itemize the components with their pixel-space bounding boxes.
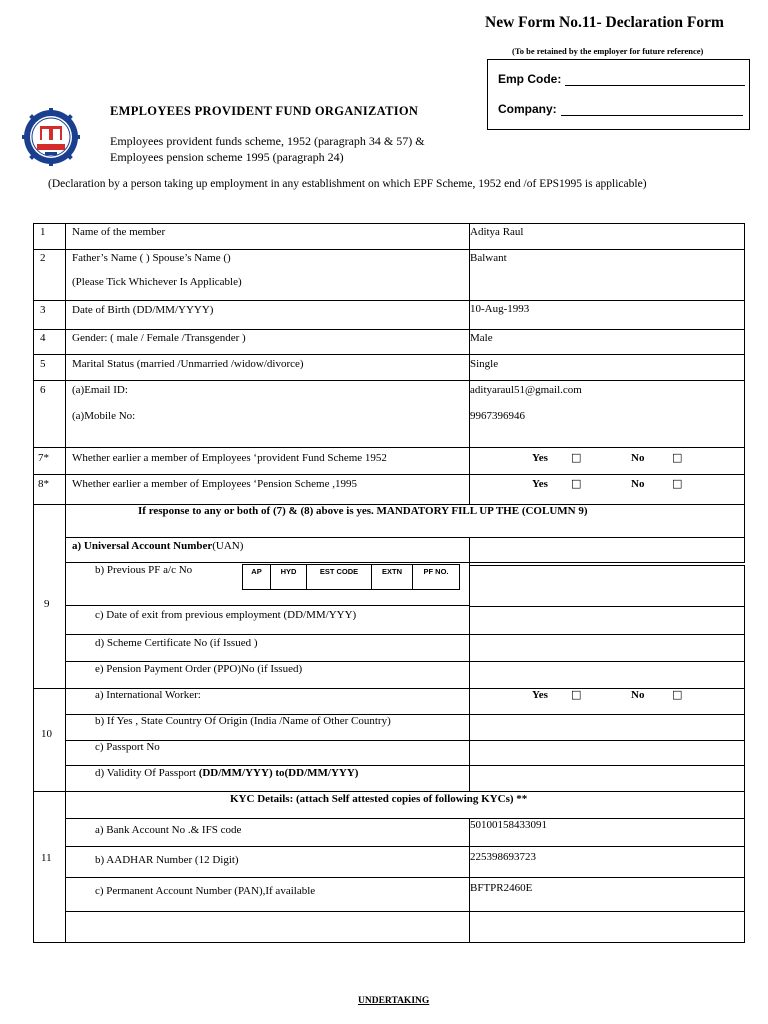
row-6-value-mobile: 9967396946 bbox=[470, 410, 525, 422]
kyc-extra-value-cell[interactable] bbox=[469, 911, 745, 943]
bank-value: 50100158433091 bbox=[470, 819, 547, 831]
row-2-value: Balwant bbox=[470, 252, 507, 264]
uan-label-rest: (UAN) bbox=[212, 540, 244, 552]
row-7-value-cell bbox=[469, 447, 745, 475]
row-6-num-cell bbox=[33, 380, 66, 448]
row-11-num: 11 bbox=[41, 852, 52, 864]
prev-pf-value-cell[interactable] bbox=[469, 565, 745, 607]
country-value-cell[interactable] bbox=[469, 714, 745, 741]
row-5-value-cell[interactable] bbox=[469, 354, 745, 381]
row-6-label-email: (a)Email ID: bbox=[72, 384, 128, 396]
row-8-yes-label: Yes bbox=[532, 478, 548, 490]
country-label: b) If Yes , State Country Of Origin (India /Name of Other Country) bbox=[95, 715, 391, 727]
pf-part-pf-no[interactable]: PF NO. bbox=[412, 564, 460, 590]
row-4-num-cell bbox=[33, 329, 66, 355]
row-3-num-cell bbox=[33, 300, 66, 330]
emp-info-box bbox=[487, 59, 750, 130]
intl-yes-label: Yes bbox=[532, 689, 548, 701]
row-8-no-checkbox[interactable]: □ bbox=[672, 477, 683, 490]
row-4-num: 4 bbox=[40, 332, 46, 344]
scheme-cert-value-cell[interactable] bbox=[469, 634, 745, 662]
passport-value-cell[interactable] bbox=[469, 740, 745, 766]
row-8-no-label: No bbox=[631, 478, 645, 490]
row-1-num-cell bbox=[33, 223, 66, 250]
aadhar-label: b) AADHAR Number (12 Digit) bbox=[95, 854, 239, 866]
row-6-label-mobile: (a)Mobile No: bbox=[72, 410, 136, 422]
aadhar-value: 225398693723 bbox=[470, 851, 536, 863]
row-8-label: Whether earlier a member of Employees ‘Pension Scheme ,1995 bbox=[72, 478, 357, 490]
row-7-label: Whether earlier a member of Employees ‘provident Fund Scheme 1952 bbox=[72, 452, 387, 464]
company-field[interactable] bbox=[561, 115, 743, 116]
exit-date-label: c) Date of exit from previous employment (DD/MM/YYY) bbox=[95, 609, 357, 621]
form-title: New Form No.11- Declaration Form bbox=[485, 14, 724, 31]
row-8-value-cell bbox=[469, 474, 745, 505]
scheme-line-2: Employees pension scheme 1995 (paragraph 24) bbox=[110, 150, 344, 164]
pf-part-hyd[interactable]: HYD bbox=[270, 564, 307, 590]
exit-date-value-cell[interactable] bbox=[469, 606, 745, 635]
pan-value: BFTPR2460E bbox=[470, 882, 533, 894]
row-6-value-email: adityaraul51@gmail.com bbox=[470, 384, 582, 396]
row-2-label-note: (Please Tick Whichever Is Applicable) bbox=[72, 276, 242, 288]
row-9-num: 9 bbox=[44, 598, 50, 610]
org-name: EMPLOYEES PROVIDENT FUND ORGANIZATION bbox=[110, 104, 419, 118]
row-4-value-cell[interactable] bbox=[469, 329, 745, 355]
row-3-label: Date of Birth (DD/MM/YYYY) bbox=[72, 304, 214, 316]
prev-pf-label: b) Previous PF a/c No bbox=[95, 564, 193, 576]
row-3-value: 10-Aug-1993 bbox=[470, 303, 530, 315]
pf-part-ap[interactable]: AP bbox=[242, 564, 271, 590]
ppo-label: e) Pension Payment Order (PPO)No (if Issued) bbox=[95, 663, 303, 675]
row-5-num: 5 bbox=[40, 358, 46, 370]
validity-label-bold: (DD/MM/YYY) to(DD/MM/YYY) bbox=[198, 767, 359, 779]
row-4-value: Male bbox=[470, 332, 493, 344]
emp-code-field[interactable] bbox=[565, 85, 745, 86]
undertaking-heading: UNDERTAKING bbox=[358, 996, 430, 1006]
kyc-header: KYC Details: (attach Self attested copies of following KYCs) ** bbox=[230, 793, 528, 805]
scheme-line-1: Employees provident funds scheme, 1952 (paragraph 34 & 57) & bbox=[110, 134, 425, 148]
uan-label bbox=[72, 540, 243, 552]
validity-value-cell[interactable] bbox=[469, 765, 745, 792]
emp-code-label: Emp Code: bbox=[498, 72, 562, 86]
row-8-num: 8* bbox=[38, 478, 49, 490]
row-7-no-label: No bbox=[631, 452, 645, 464]
row-5-label: Marital Status (married /Unmarried /widow/divorce) bbox=[72, 358, 304, 370]
row-9-num-cell bbox=[33, 504, 66, 689]
row-1-label: Name of the member bbox=[72, 226, 166, 238]
form-subtitle: (To be retained by the employer for future reference) bbox=[512, 46, 704, 56]
row-11-num-cell bbox=[33, 791, 66, 943]
company-row bbox=[498, 102, 743, 116]
intl-no-checkbox[interactable]: □ bbox=[672, 688, 683, 701]
row-2-num-cell bbox=[33, 249, 66, 301]
row-2-num: 2 bbox=[40, 252, 46, 264]
row-8-yes-checkbox[interactable]: □ bbox=[571, 477, 582, 490]
uan-label-bold: a) Universal Account Number bbox=[72, 540, 213, 552]
row-7-yes-label: Yes bbox=[532, 452, 548, 464]
row-4-label: Gender: ( male / Female /Transgender ) bbox=[72, 332, 246, 344]
row-5-num-cell bbox=[33, 354, 66, 381]
row-7-num: 7* bbox=[38, 452, 49, 464]
row-3-num: 3 bbox=[40, 304, 46, 316]
uan-value-cell[interactable] bbox=[469, 537, 745, 563]
company-label: Company: bbox=[498, 102, 557, 116]
emp-code-row bbox=[498, 72, 745, 86]
pf-part-est-code[interactable]: EST CODE bbox=[306, 564, 372, 590]
row-1-value: Aditya Raul bbox=[470, 226, 524, 238]
kyc-extra-label-cell bbox=[65, 911, 470, 943]
intl-no-label: No bbox=[631, 689, 645, 701]
intl-yes-checkbox[interactable]: □ bbox=[571, 688, 582, 701]
passport-label: c) Passport No bbox=[95, 741, 160, 753]
scheme-text bbox=[110, 133, 425, 165]
row-6-num: 6 bbox=[40, 384, 46, 396]
validity-label bbox=[95, 767, 358, 779]
pan-label: c) Permanent Account Number (PAN),If available bbox=[95, 885, 316, 897]
row-10-num-cell bbox=[33, 688, 66, 792]
intl-value-cell bbox=[469, 688, 745, 715]
intl-label: a) International Worker: bbox=[95, 689, 201, 701]
epfo-logo-icon bbox=[20, 108, 82, 166]
row-1-num: 1 bbox=[40, 226, 46, 238]
row-2-label: Father’s Name ( ) Spouse’s Name () bbox=[72, 252, 231, 264]
bank-label: a) Bank Account No .& IFS code bbox=[95, 824, 242, 836]
row-10-num: 10 bbox=[41, 728, 52, 740]
row-9-header: If response to any or both of (7) & (8) above is yes. MANDATORY FILL UP THE (COLUMN 9) bbox=[138, 505, 588, 517]
row-7-yes-checkbox[interactable]: □ bbox=[571, 451, 582, 464]
row-7-no-checkbox[interactable]: □ bbox=[672, 451, 683, 464]
row-2-value-cell[interactable] bbox=[469, 249, 745, 301]
row-5-value: Single bbox=[470, 358, 499, 370]
declaration-text: (Declaration by a person taking up employment in any establishment on which EPF Scheme, 1952 end /of EPS1995 is applicable) bbox=[48, 178, 647, 190]
scheme-cert-label: d) Scheme Certificate No (if Issued ) bbox=[95, 637, 258, 649]
validity-label-plain: d) Validity Of Passport bbox=[95, 767, 199, 779]
pf-part-extn[interactable]: EXTN bbox=[371, 564, 413, 590]
ppo-value-cell[interactable] bbox=[469, 661, 745, 689]
